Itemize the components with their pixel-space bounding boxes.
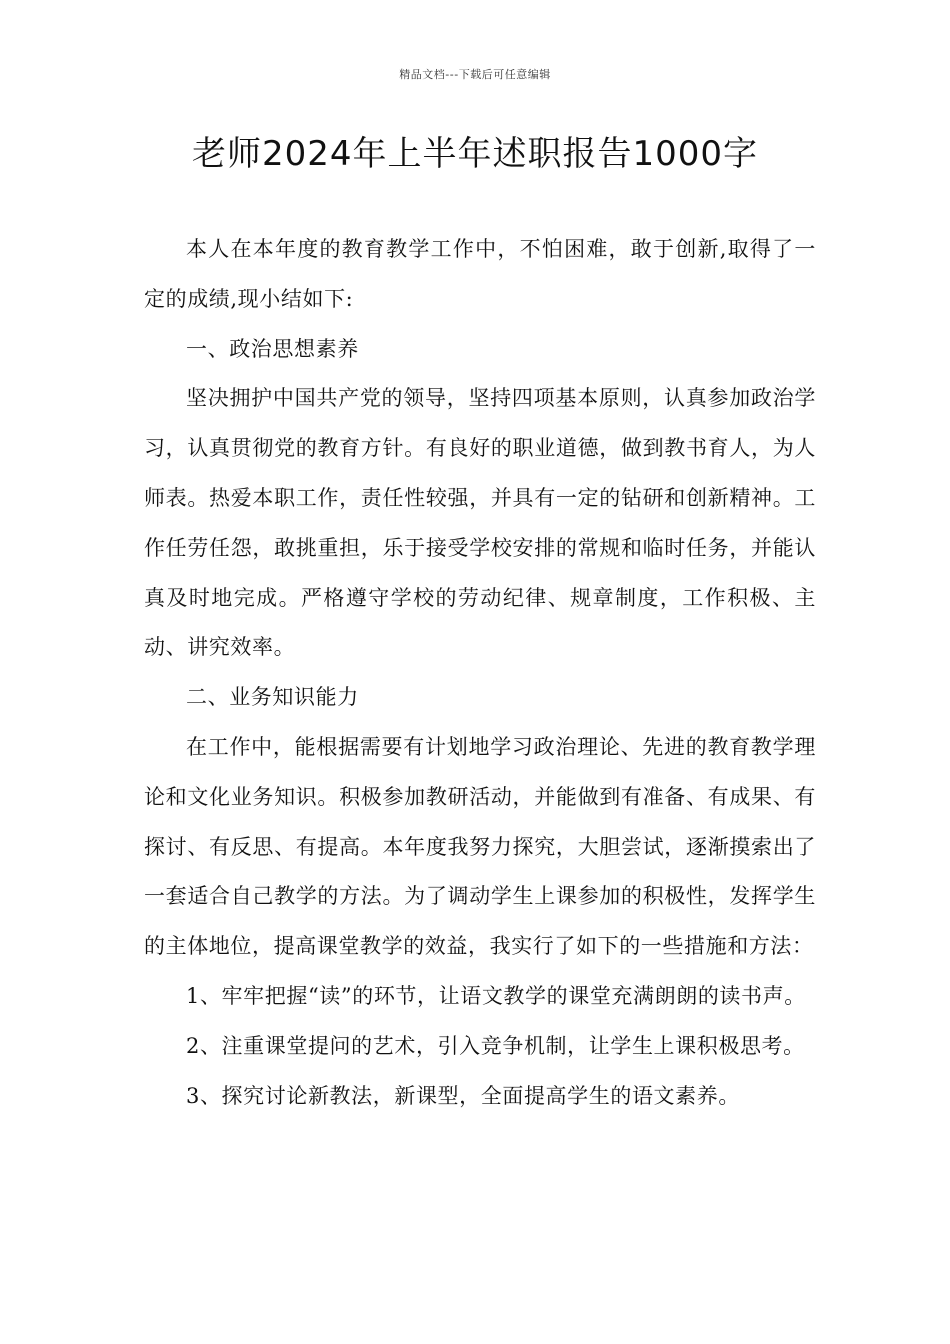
measure-item-1: 1、牢牢把握“读”的环节，让语文教学的课堂充满朗朗的读书声。 — [186, 983, 806, 1008]
document-body — [144, 225, 816, 1121]
section-heading-professional: 二、业务知识能力 — [186, 685, 359, 710]
professional-paragraph: 在工作中，能根据需要有计划地学习政治理论、先进的教育教学理论和文化业务知识。积极参加教研活动，并能做到有准备、有成果、有探讨、有反思、有提高。本年度我努力探究，大胆尝试，逐渐摸索出了一套适合自己教学的方法。为了调动学生上课参加的积极性，发挥学生的主体地位，提高课堂教学的效益，我实行了如下的一些措施和方法： — [144, 734, 816, 959]
measure-item-3: 3、探究讨论新教法，新课型，全面提高学生的语文素养。 — [186, 1083, 740, 1108]
intro-paragraph: 本人在本年度的教育教学工作中，不怕困难，敢于创新,取得了一定的成绩,现小结如下: — [144, 237, 816, 311]
measure-item-2: 2、注重课堂提问的艺术，引入竞争机制，让学生上课积极思考。 — [186, 1033, 805, 1058]
page-header-note: 精品文档---下载后可任意编辑 — [399, 68, 551, 81]
document-title: 老师2024年上半年述职报告1000字 — [191, 134, 759, 174]
politics-paragraph: 坚决拥护中国共产党的领导，坚持四项基本原则，认真参加政治学习，认真贯彻党的教育方针。有良好的职业道德，做到教书育人，为人师表。热爱本职工作，责任性较强，并具有一定的钻研和创新精神。工作任劳任怨，敢挑重担，乐于接受学校安排的常规和临时任务，并能认真及时地完成。严格遵守学校的劳动纪律、规章制度，工作积极、主动、讲究效率。 — [144, 386, 816, 660]
section-heading-politics: 一、政治思想素养 — [186, 336, 359, 361]
